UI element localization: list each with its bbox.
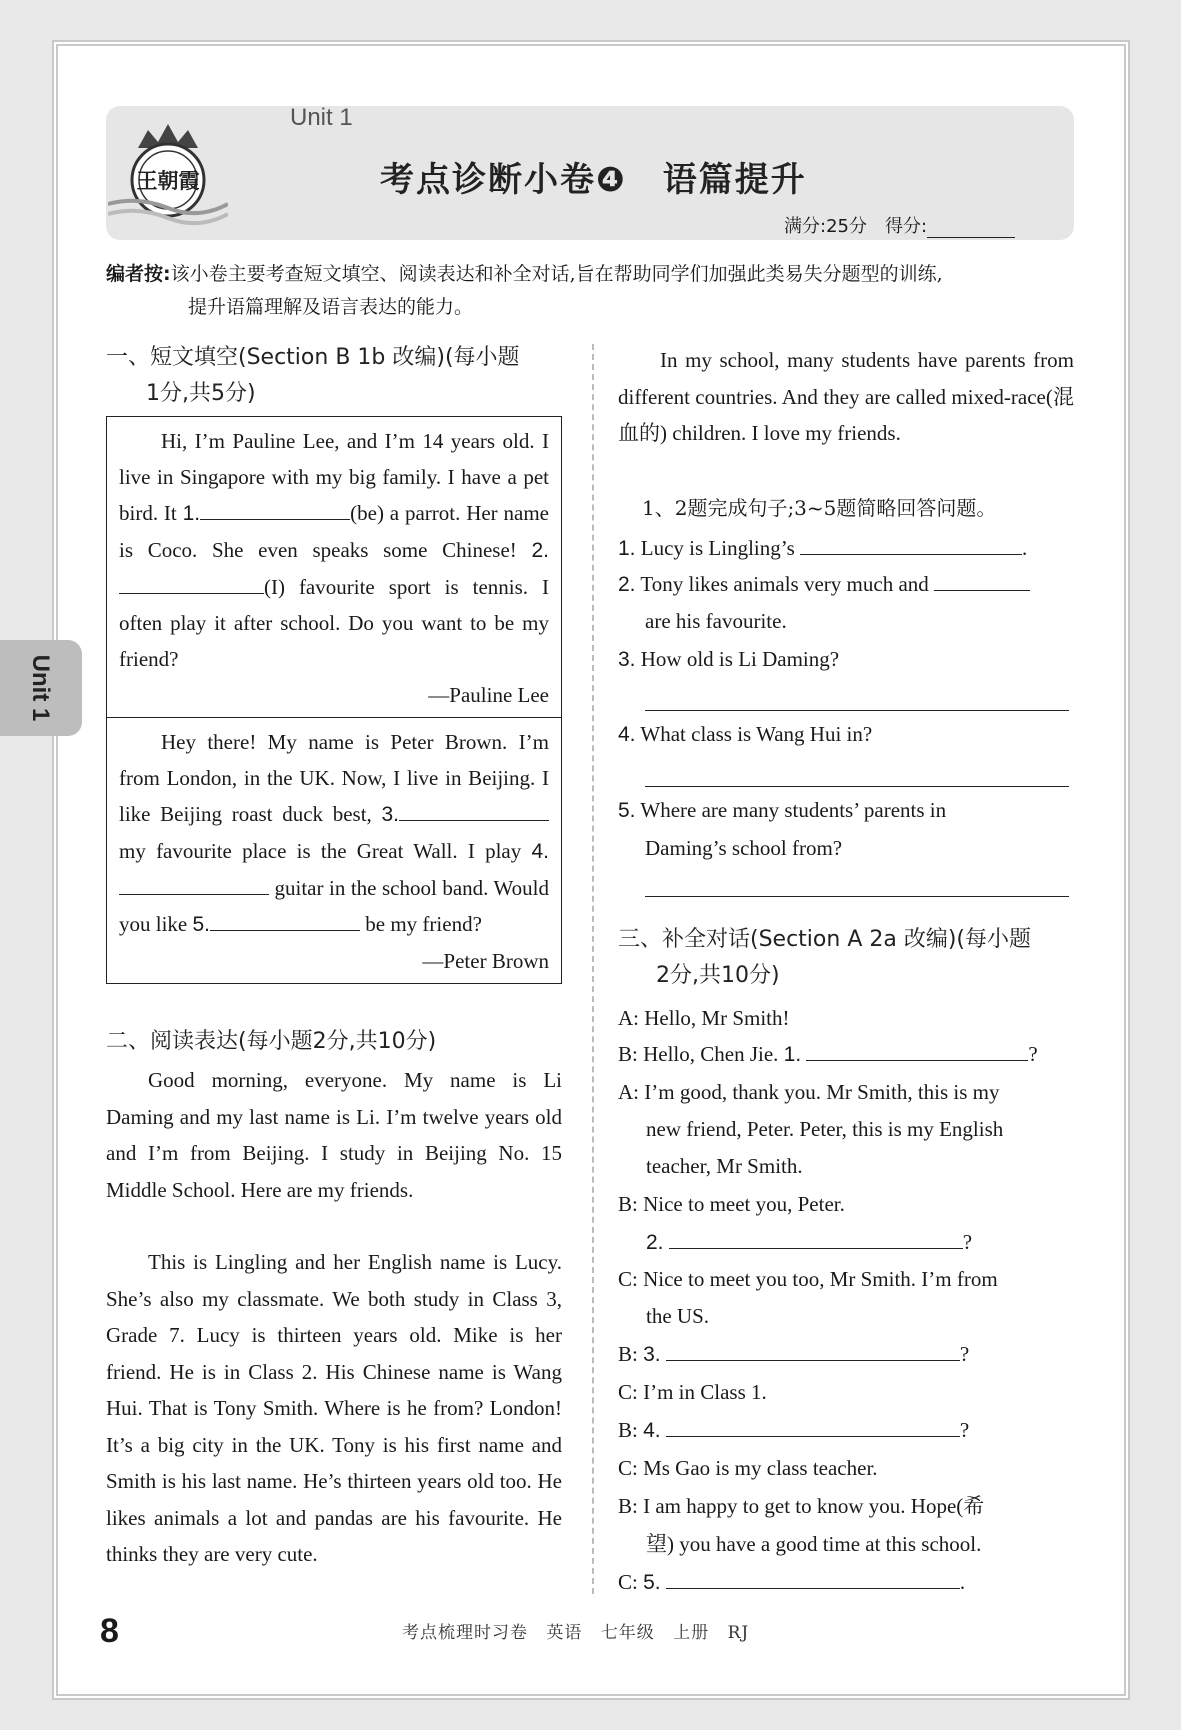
dialogue-num-3: 3. [643,1343,661,1366]
dialogue-line-11 [618,1564,965,1601]
side-unit-tab [0,640,82,736]
q4-num: 4. [618,723,636,746]
section2-title: 二、阅读表达(每小题2分,共10分) [106,1029,437,1054]
dialogue-line-3b: new friend, Peter. Peter, this is my English [646,1117,1004,1141]
cloze-num-5: 5. [192,913,211,936]
side-unit-label: Unit 1 [27,654,54,722]
q1-num: 1. [618,537,636,560]
dialogue-line-6 [618,1336,969,1373]
cloze-1-text-a: Hi, I’m Pauline Lee, and I’m 14 years old. I live in Singapore with my big family. I have a pet bird. It [119,429,549,525]
cloze-box [106,416,562,984]
reading-instruction: 1、2题完成句子;3~5题简略回答问题。 [642,496,997,520]
section3-title-line2: 2分,共10分) [656,963,780,988]
dialogue-blank-5[interactable] [666,1564,960,1589]
dialogue-line-blank2 [646,1224,972,1261]
editor-note [106,258,1076,324]
dialogue-11-speaker: C: [618,1570,638,1594]
dialogue-2-text: B: Hello, Chen Jie. [618,1042,779,1066]
question-5 [618,792,946,829]
q3-num: 3. [618,648,636,671]
q1-answer-blank[interactable] [800,530,1022,555]
svg-text:王朝霞: 王朝霞 [136,168,200,193]
score-line [784,212,1015,238]
editor-note-line2: 提升语篇理解及语言表达的能力。 [188,296,474,318]
cloze-1-text-b: (be) a parrot. Her name is Coco. She even speaks some Chinese! [119,501,549,562]
question-4 [618,716,872,753]
editor-note-label: 编者按: [106,263,171,285]
dialogue-line-4: B: Nice to meet you, Peter. [618,1192,845,1216]
q4-answer-line[interactable] [645,786,1069,787]
dialogue-8-speaker: B: [618,1418,638,1442]
dialogue-num-4: 4. [643,1419,661,1442]
cloze-2-text-a: Hey there! My name is Peter Brown. I’m from London, in the UK. Now, I live in Beijing. I like Beijing roast duck best, [119,730,549,826]
cloze-2-text-b: my favourite place is the Great Wall. I play [119,839,532,863]
dialogue-line-5b: the US. [646,1304,709,1328]
dialogue-line-5a: C: Nice to meet you too, Mr Smith. I’m from [618,1267,998,1291]
dialogue-line-1: A: Hello, Mr Smith! [618,1006,790,1030]
page-title: 考点诊断小卷❹ 语篇提升 [380,160,807,200]
unit-tab: Unit 1 [290,104,353,131]
dialogue-num-1: 1. [783,1043,802,1066]
question-1: 1. Lucy is Lingling’s . [618,530,1027,567]
dialogue-line-10b: 望) you have a good time at this school. [646,1532,982,1556]
cloze-blank-1[interactable] [200,495,350,520]
reading-para-1: Good morning, everyone. My name is Li Daming and my last name is Li. I’m twelve years old and I’m from Beijing. I study in Beijing No. 15 Middle School. Here are my friends. [106,1068,562,1202]
q2-text-b: are his favourite. [645,609,787,633]
reading-para-3: In my school, many students have parents from different countries. And they are called mixed-race(混血的) children. I love my friends. [618,348,1074,445]
reading-para-2: This is Lingling and her English name is Lucy. She’s also my classmate. We both study in Class 3, Grade 7. Lucy is thirteen years old. Mike is her friend. He is in Class 2. His Chinese name is Wang Hui. That is Tony Smith. Where is he from? London! It’s a big city in the UK. Tony is his first name and Smith is his last name. He’s thirteen years old too. He likes animals a lot and pandas are his favourite. He thinks they are very cute. [106,1250,562,1566]
q2-answer-blank[interactable] [934,566,1030,591]
page-number: 8 [100,1612,119,1650]
q5-text-b: Daming’s school from? [645,836,843,860]
column-divider [592,344,594,1594]
dialogue-num-5: 5. [643,1571,661,1594]
cloze-blank-5[interactable] [210,906,360,931]
section1-title-line1: 一、短文填空(Section B 1b 改编)(每小题 [106,345,520,370]
dialogue-line-2 [618,1036,1038,1073]
dialogue-6-speaker: B: [618,1342,638,1366]
q2-num: 2. [618,573,636,596]
cloze-num-1: 1. [182,502,201,525]
section1-title [106,340,520,412]
q4-text: What class is Wang Hui in? [640,722,873,746]
dialogue-blank-4[interactable] [666,1412,960,1437]
dialogue-num-2: 2. [646,1231,664,1254]
footer-text: 考点梳理时习卷 英语 七年级 上册 RJ [402,1623,750,1643]
cloze-num-2: 2. [531,539,549,562]
cloze-passage-2 [107,717,561,983]
dialogue-dot-5: . [959,1570,966,1594]
cloze-blank-4[interactable] [119,870,269,895]
editor-note-line1: 该小卷主要考查短文填空、阅读表达和补全对话,旨在帮助同学们加强此类易失分题型的训练, [170,263,943,285]
section3-title [618,922,1031,994]
q5-num: 5. [618,799,636,822]
cloze-passage-1 [107,417,561,717]
q3-text: How old is Li Daming? [640,647,840,671]
dialogue-q-1: ? [1028,1042,1038,1066]
q5-text-a: Where are many students’ parents in [640,798,947,822]
dialogue-line-8 [618,1412,969,1449]
section1-title-line2: 1分,共5分) [146,381,256,406]
dialogue-q-3: ? [959,1342,970,1366]
signature-pauline: —Pauline Lee [428,683,549,707]
dialogue-line-10a: B: I am happy to get to know you. Hope(希 [618,1494,985,1518]
score-blank[interactable] [927,219,1015,238]
dialogue-q-2: ? [962,1230,973,1254]
q3-answer-line[interactable] [645,710,1069,711]
score-label: 满分:25分 得分: [784,216,928,237]
dialogue-line-7: C: I’m in Class 1. [618,1380,767,1404]
cloze-num-4: 4. [531,840,549,863]
q2-text-a: Tony likes animals very much and [640,572,929,596]
dialogue-blank-1[interactable] [806,1036,1028,1061]
dialogue-blank-3[interactable] [666,1336,960,1361]
cloze-2-text-c: guitar in the school band. Would you like [119,876,549,936]
cloze-blank-3[interactable] [399,796,549,821]
question-2 [618,566,1030,603]
q1-text: Lucy is Lingling’s [640,536,795,560]
dialogue-line-3a: A: I’m good, thank you. Mr Smith, this is my [618,1080,1000,1104]
cloze-1-text-c: (I) favourite sport is tennis. I often play it after school. Do you want to be my friend? [119,575,549,671]
publisher-logo [108,118,228,228]
dialogue-q-4: ? [959,1418,970,1442]
section3-title-line1: 三、补全对话(Section A 2a 改编)(每小题 [618,927,1031,952]
dialogue-blank-2[interactable] [669,1224,963,1249]
dialogue-line-3c: teacher, Mr Smith. [646,1154,803,1178]
signature-peter: —Peter Brown [422,949,549,973]
dialogue-line-9: C: Ms Gao is my class teacher. [618,1456,878,1480]
cloze-blank-2[interactable] [119,569,264,594]
question-3 [618,641,839,678]
cloze-num-3: 3. [381,803,399,826]
cloze-2-text-d: be my friend? [360,912,482,936]
q5-answer-line[interactable] [645,896,1069,897]
